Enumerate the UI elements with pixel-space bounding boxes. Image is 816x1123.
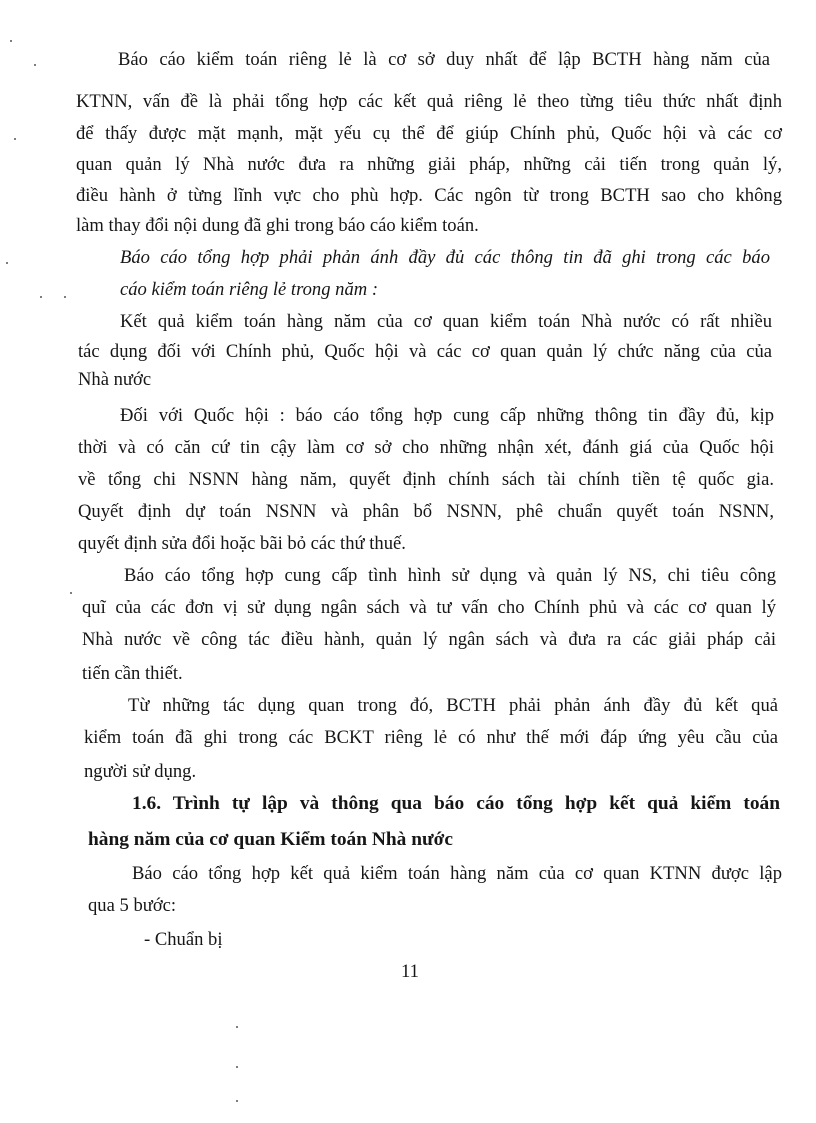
paragraph-6-line-1: Từ những tác dụng quan trong đó, BCTH phải phản ánh đầy đủ kết quả	[128, 695, 778, 716]
paragraph-5-line-3: Nhà nước về công tác điều hành, quản lý ngân sách và đưa ra các giải pháp cải	[82, 629, 776, 650]
scan-speck	[236, 1100, 238, 1102]
scan-speck	[34, 64, 36, 66]
scan-speck	[70, 592, 72, 594]
paragraph-4-line-4: Quyết định dự toán NSNN và phân bổ NSNN, phê chuẩn quyết toán NSNN,	[78, 501, 774, 522]
paragraph-1-line-1: Báo cáo kiểm toán riêng lẻ là cơ sở duy nhất để lập BCTH hàng năm của	[118, 49, 770, 70]
paragraph-5-line-4: tiến cần thiết.	[82, 663, 183, 684]
paragraph-1-line-3: để thấy được mặt mạnh, mặt yếu cụ thể để giúp Chính phủ, Quốc hội và các cơ	[76, 123, 782, 144]
page-number: 11	[401, 961, 419, 982]
paragraph-8-line-1: Báo cáo tổng hợp kết quả kiểm toán hàng năm của cơ quan KTNN được lập	[132, 863, 782, 884]
scan-speck	[64, 296, 66, 298]
paragraph-3-line-2: tác dụng đối với Chính phủ, Quốc hội và các cơ quan quản lý chức năng của của	[78, 341, 772, 362]
paragraph-4-line-3: về tổng chi NSNN hàng năm, quyết định chính sách tài chính tiền tệ quốc gia.	[78, 469, 774, 490]
paragraph-1-line-4: quan quản lý Nhà nước đưa ra những giải pháp, những cải tiến trong quản lý,	[76, 154, 782, 175]
paragraph-5-line-2: quĩ của các đơn vị sử dụng ngân sách và tư vấn cho Chính phủ và các cơ quan lý	[82, 597, 776, 618]
scan-speck	[14, 138, 16, 140]
section-heading-line-2: hàng năm của cơ quan Kiểm toán Nhà nước	[88, 829, 453, 850]
paragraph-5-line-1: Báo cáo tổng hợp cung cấp tình hình sử dụng và quản lý NS, chi tiêu công	[124, 565, 776, 586]
scan-speck	[40, 296, 42, 298]
paragraph-6-line-3: người sử dụng.	[84, 761, 197, 782]
paragraph-1-line-5: điều hành ở từng lĩnh vực cho phù hợp. Các ngôn từ trong BCTH sao cho không	[76, 185, 782, 206]
paragraph-3-line-3: Nhà nước	[78, 369, 152, 390]
italic-heading-line-1: Báo cáo tổng hợp phải phản ánh đầy đủ các thông tin đã ghi trong các báo	[120, 247, 770, 268]
paragraph-4-line-2: thời và có căn cứ tin cậy làm cơ sở cho những nhận xét, đánh giá của Quốc hội	[78, 437, 774, 458]
scan-speck	[236, 1066, 238, 1068]
section-heading-line-1: 1.6. Trình tự lập và thông qua báo cáo tổng hợp kết quả kiểm toán	[132, 793, 780, 814]
paragraph-8-line-2: qua 5 bước:	[88, 895, 177, 916]
paragraph-4-line-1: Đối với Quốc hội : báo cáo tổng hợp cung cấp những thông tin đầy đủ, kịp	[120, 405, 774, 426]
paragraph-6-line-2: kiểm toán đã ghi trong các BCKT riêng lẻ có như thế mới đáp ứng yêu cầu của	[84, 727, 778, 748]
scan-speck	[236, 1026, 238, 1028]
paragraph-1-line-6: làm thay đổi nội dung đã ghi trong báo cáo kiểm toán.	[76, 215, 479, 236]
paragraph-4-line-5: quyết định sửa đổi hoặc bãi bỏ các thứ thuế.	[78, 533, 406, 554]
list-item-prepare: - Chuẩn bị	[144, 929, 223, 950]
scan-speck	[10, 40, 12, 42]
scan-speck	[6, 262, 8, 264]
paragraph-1-line-2: KTNN, vấn đề là phải tổng hợp các kết quả riêng lẻ theo từng tiêu thức nhất định	[76, 91, 782, 112]
paragraph-3-line-1: Kết quả kiểm toán hàng năm của cơ quan kiểm toán Nhà nước có rất nhiều	[120, 311, 772, 332]
italic-heading-line-2: cáo kiểm toán riêng lẻ trong năm :	[120, 279, 379, 300]
